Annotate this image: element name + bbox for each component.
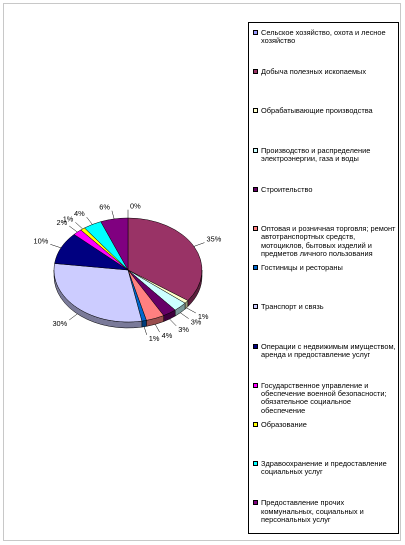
legend-label: Предоставление прочих коммунальных, социальных и персональных услуг: [261, 498, 364, 524]
leader-line: [144, 327, 147, 335]
pie-slice: [54, 263, 142, 322]
legend-label: Операции с недвижимым имуществом, аренда и предоставление услуг: [261, 341, 396, 359]
legend-item: [253, 460, 396, 477]
legend-item: [253, 68, 396, 76]
legend-swatch: [253, 187, 258, 192]
leader-line: [194, 243, 205, 247]
legend-label: Здравоохранение и предоставление социальных услуг: [261, 459, 387, 477]
data-label: 6%: [99, 202, 110, 212]
data-label: 3%: [190, 317, 202, 327]
legend-item: [253, 29, 396, 46]
legend-label: Оптовая и розничная торговля; ремонт автотранспортных средств, мотоциклов, бытовых изделий и предметов личного пользования: [261, 224, 396, 258]
data-label: 10%: [33, 236, 49, 246]
legend-item: [253, 421, 396, 429]
leader-line: [75, 222, 82, 229]
legend-swatch: [253, 422, 258, 427]
leader-line: [50, 244, 61, 248]
legend-item: [253, 107, 396, 115]
legend-swatch: [253, 148, 258, 153]
data-label: 4%: [73, 209, 85, 219]
legend-label: Добыча полезных ископаемых: [261, 67, 367, 77]
legend-swatch: [253, 344, 258, 349]
legend-item: [253, 303, 396, 311]
legend-item: [253, 343, 396, 360]
legend-swatch: [253, 30, 258, 35]
data-label: 1%: [148, 333, 160, 343]
leader-line: [186, 308, 195, 313]
data-label: 3%: [178, 324, 189, 334]
data-label: 30%: [52, 318, 68, 328]
data-label: 35%: [206, 234, 222, 244]
leader-line: [112, 211, 114, 219]
legend-item: [253, 147, 396, 164]
legend-swatch: [253, 69, 258, 74]
leader-line: [69, 226, 77, 232]
data-label: 0%: [130, 201, 141, 211]
legend-swatch: [253, 500, 258, 505]
legend-item: [253, 264, 396, 272]
legend-label: Сельское хозяйство, охота и лесное хозяйство: [261, 28, 386, 46]
legend-swatch: [253, 461, 258, 466]
legend: [248, 22, 399, 534]
legend-swatch: [253, 304, 258, 309]
leader-line: [170, 319, 177, 326]
leader-line: [87, 217, 93, 224]
data-label: 1%: [62, 214, 74, 224]
legend-swatch: [253, 383, 258, 388]
legend-item: [253, 225, 396, 258]
legend-item: [253, 382, 396, 415]
legend-label: Гостиницы и рестораны: [261, 263, 343, 273]
legend-label: Строительство: [261, 184, 313, 194]
legend-label: Государственное управление и обеспечение военной безопасности; обязательное социальное обеспечение: [261, 380, 387, 415]
data-label: 2%: [56, 218, 68, 228]
leader-line: [69, 314, 77, 320]
legend-label: Образование: [261, 420, 307, 429]
data-label: 4%: [161, 331, 173, 341]
legend-label: Обрабатывающие производства: [261, 106, 373, 116]
pie-slice-side: [142, 320, 147, 327]
legend-label: Транспорт и связь: [261, 302, 324, 312]
leader-line: [180, 313, 188, 319]
legend-swatch: [253, 108, 258, 113]
legend-swatch: [253, 265, 258, 270]
legend-swatch: [253, 226, 258, 231]
legend-item: [253, 186, 396, 194]
data-label: 1%: [197, 311, 209, 321]
legend-item: [253, 499, 396, 524]
legend-label: Производство и распределение электроэнергии, газа и воды: [261, 145, 371, 163]
leader-line: [155, 324, 159, 332]
